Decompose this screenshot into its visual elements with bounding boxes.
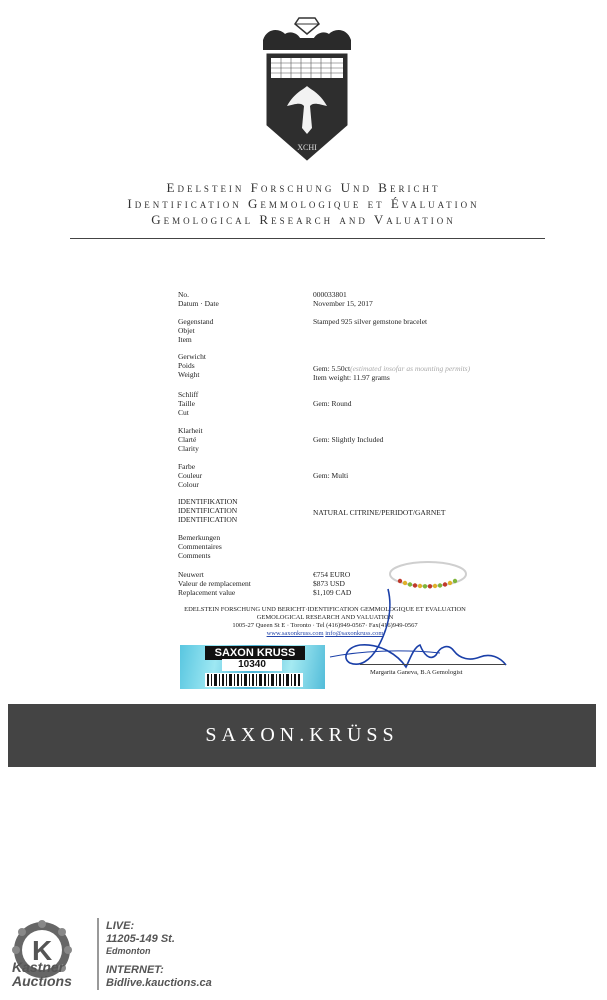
label-identification-fr: IDENTIFICATION (178, 506, 238, 515)
email-link[interactable]: info@saxonkruss.com (325, 630, 384, 637)
cut-value: Gem: Round (313, 399, 352, 408)
live-city: Edmonton (106, 946, 151, 956)
value-usd: $873 USD (313, 579, 345, 588)
label-bemerkungen: Bemerkungen (178, 533, 221, 542)
header-titles (0, 180, 607, 228)
report-row-clarity (178, 426, 203, 453)
internet-website[interactable]: Bidlive.kauctions.ca (106, 977, 212, 989)
label-item: Item (178, 335, 192, 344)
label-date: Datum · Date (178, 299, 219, 308)
label-couleur: Couleur (178, 471, 203, 480)
signatory-name: Margarita Ganeva, B.A Gemologist (370, 669, 463, 676)
report-date: November 15, 2017 (313, 299, 373, 308)
report-row-comments (178, 533, 222, 560)
barcode (205, 673, 303, 687)
title-german: Edelstein Forschung Und Bericht (166, 180, 441, 195)
internet-label: INTERNET: (106, 964, 164, 976)
kastner-internet-block (106, 964, 212, 990)
label-replacement: Replacement value (178, 588, 236, 597)
crest-text: XCHI (297, 143, 317, 152)
report-number: 000033801 (313, 290, 347, 299)
label-clarity: Clarity (178, 444, 199, 453)
label-no: No. (178, 290, 190, 299)
brand-name: SAXON.KRÜSS (205, 724, 399, 746)
footer-research-line: GEMOLOGICAL RESEARCH AND VALUATION (256, 614, 394, 621)
label-poids: Poids (178, 361, 195, 370)
report-number-values (313, 290, 373, 308)
label-comments: Comments (178, 551, 211, 560)
report-row-cut (178, 390, 198, 417)
footer-address: 1005-27 Queen St E · Toronto · Tel (416)949-0567· Fax(416)949-0567 (232, 622, 418, 629)
live-label: LIVE: (106, 920, 135, 932)
label-identifikation: IDENTIFIKATION (178, 497, 238, 506)
label-colour: Colour (178, 480, 199, 489)
report-row-weight (178, 352, 206, 379)
label-gerwicht: Gerwicht (178, 352, 206, 361)
kastner-separator (97, 918, 99, 990)
title-french: Identification Gemmologique et Évaluation (127, 196, 480, 211)
signature-line (360, 664, 505, 665)
signature (320, 585, 510, 675)
label-farbe: Farbe (178, 462, 196, 471)
label-clarte: Clarté (178, 435, 197, 444)
kastner-logo-text (12, 960, 72, 988)
label-objet: Objet (178, 326, 195, 335)
report-row-value (178, 570, 251, 597)
label-valeur: Valeur de remplacement (178, 579, 251, 588)
hologram-brand: SAXON KRUSS (205, 646, 305, 660)
label-commentaires: Commentaires (178, 542, 222, 551)
item-value: Stamped 925 silver gemstone bracelet (313, 317, 428, 326)
label-identification-en: IDENTIFICATION (178, 515, 238, 524)
auctions-word: Auctions (12, 973, 72, 989)
report-row-colour (178, 462, 202, 489)
website-link[interactable]: www.saxonkruss.com (266, 630, 324, 637)
gem-weight-note: (estimated insofar as mounting permits) (350, 364, 471, 373)
hologram-number: 10340 (222, 659, 282, 671)
header-divider (70, 238, 545, 239)
label-weight: Weight (178, 370, 200, 379)
report-row-item (178, 317, 213, 344)
kastner-word: Kastner (12, 959, 65, 975)
value-euro: €754 EURO (313, 570, 351, 579)
value-cad: $1,109 CAD (313, 588, 352, 597)
weight-values (313, 364, 470, 382)
label-taille: Taille (178, 399, 195, 408)
label-klarheit: Klarheit (178, 426, 203, 435)
label-cut: Cut (178, 408, 189, 417)
gem-weight: Gem: 5.50ct (313, 364, 351, 373)
report-row-number (178, 290, 219, 308)
label-schliff: Schliff (178, 390, 199, 399)
report-row-identification (178, 497, 238, 524)
title-english: Gemological Research and Valuation (151, 212, 456, 227)
identification-value: NATURAL CITRINE/PERIDOT/GARNET (313, 508, 446, 517)
kastner-live-block (106, 920, 175, 957)
live-address: 11205-149 St. (106, 933, 175, 945)
svg-text:K: K (32, 935, 53, 966)
item-weight: Item weight: 11.97 grams (313, 373, 390, 382)
footer-company-line: EDELSTEIN FORSCHUNG UND BERICHT·IDENTIFICATION GEMMOLOGIQUE ET EVALUATION (184, 606, 466, 613)
clarity-value: Gem: Slightly Included (313, 435, 384, 444)
colour-value: Gem: Multi (313, 471, 349, 480)
label-gegenstand: Gegenstand (178, 317, 214, 326)
label-neuwert: Neuwert (178, 570, 204, 579)
